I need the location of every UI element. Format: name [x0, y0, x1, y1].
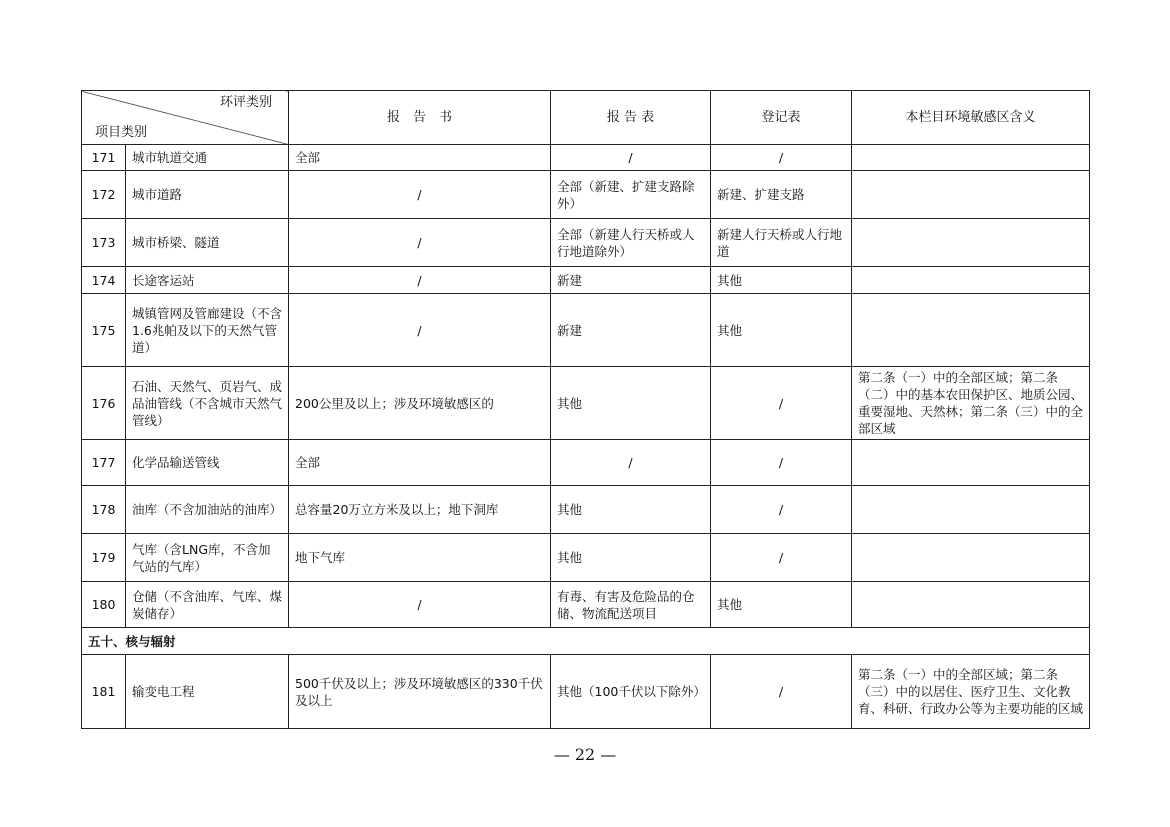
sensitive-area-value: [852, 267, 1090, 294]
header-project-category: 项目类别: [95, 125, 148, 140]
report-book-value: /: [289, 294, 551, 367]
project-name: 城市桥梁、隧道: [126, 219, 289, 267]
report-form-value: 全部（新建、扩建支路除外）: [551, 171, 711, 219]
report-book-value: 全部: [289, 145, 551, 171]
report-form-value: /: [551, 145, 711, 171]
row-number: 178: [82, 486, 126, 534]
registration-value: /: [711, 486, 852, 534]
registration-value: 其他: [711, 267, 852, 294]
sensitive-area-value: [852, 582, 1090, 628]
header-row: [82, 91, 1090, 145]
row-number: 175: [82, 294, 126, 367]
project-name: 石油、天然气、页岩气、成品油管线（不含城市天然气管线）: [126, 367, 289, 440]
sensitive-area-value: [852, 145, 1090, 171]
project-name: 化学品输送管线: [126, 440, 289, 486]
sensitive-area-value: [852, 534, 1090, 582]
sensitive-area-value: [852, 171, 1090, 219]
table-row-175: [82, 294, 1090, 367]
table-row-176: [82, 367, 1090, 440]
table-row-172: [82, 171, 1090, 219]
section-heading: 五十、核与辐射: [82, 628, 1090, 655]
table-row-171: [82, 145, 1090, 171]
report-book-value: /: [289, 267, 551, 294]
report-book-value: 总容量20万立方米及以上；地下洞库: [289, 486, 551, 534]
project-name: 油库（不含加油站的油库）: [126, 486, 289, 534]
sensitive-area-value: [852, 294, 1090, 367]
section-row: [82, 628, 1090, 655]
table-row-179: [82, 534, 1090, 582]
header-registration: 登记表: [711, 91, 852, 145]
sensitive-area-value: 第二条（一）中的全部区域；第二条（二）中的基本农田保护区、地质公园、重要湿地、天然林；第二条（三）中的全部区域: [852, 367, 1090, 440]
table-row-174: [82, 267, 1090, 294]
registration-value: /: [711, 145, 852, 171]
page-number: — 22 —: [553, 745, 617, 764]
registration-value: 其他: [711, 582, 852, 628]
report-form-value: 全部（新建人行天桥或人行地道除外）: [551, 219, 711, 267]
report-form-value: 其他: [551, 534, 711, 582]
report-form-value: 其他（100千伏以下除外）: [551, 655, 711, 729]
header-env-category: 环评类别: [219, 95, 272, 110]
row-number: 171: [82, 145, 126, 171]
project-name: 城市轨道交通: [126, 145, 289, 171]
project-name: 城镇管网及管廊建设（不含1.6兆帕及以下的天然气管道）: [126, 294, 289, 367]
header-sensitive-area: 本栏目环境敏感区含义: [852, 91, 1090, 145]
report-book-value: /: [289, 582, 551, 628]
classification-table: [81, 90, 1090, 729]
registration-value: 新建人行天桥或人行地道: [711, 219, 852, 267]
table-row-177: [82, 440, 1090, 486]
report-book-value: /: [289, 171, 551, 219]
row-number: 172: [82, 171, 126, 219]
header-report-book: 报 告 书: [289, 91, 551, 145]
sensitive-area-value: [852, 440, 1090, 486]
row-number: 177: [82, 440, 126, 486]
report-form-value: /: [551, 440, 711, 486]
registration-value: 其他: [711, 294, 852, 367]
sensitive-area-value: [852, 219, 1090, 267]
project-name: 城市道路: [126, 171, 289, 219]
report-book-value: /: [289, 219, 551, 267]
project-name: 长途客运站: [126, 267, 289, 294]
header-report-form: 报 告 表: [551, 91, 711, 145]
registration-value: /: [711, 440, 852, 486]
row-number: 180: [82, 582, 126, 628]
report-form-value: 新建: [551, 267, 711, 294]
report-book-value: 地下气库: [289, 534, 551, 582]
table-row-178: [82, 486, 1090, 534]
table-row-181: [82, 655, 1090, 729]
project-name: 输变电工程: [126, 655, 289, 729]
project-name: 仓储（不含油库、气库、煤炭储存）: [126, 582, 289, 628]
registration-value: /: [711, 655, 852, 729]
header-corner-cell: [82, 91, 289, 145]
table-row-173: [82, 219, 1090, 267]
registration-value: 新建、扩建支路: [711, 171, 852, 219]
report-form-value: 新建: [551, 294, 711, 367]
report-book-value: 500千伏及以上；涉及环境敏感区的330千伏及以上: [289, 655, 551, 729]
row-number: 181: [82, 655, 126, 729]
report-book-value: 全部: [289, 440, 551, 486]
table-row-180: [82, 582, 1090, 628]
row-number: 173: [82, 219, 126, 267]
report-form-value: 其他: [551, 486, 711, 534]
project-name: 气库（含LNG库，不含加气站的气库）: [126, 534, 289, 582]
report-form-value: 有毒、有害及危险品的仓储、物流配送项目: [551, 582, 711, 628]
sensitive-area-value: 第二条（一）中的全部区域；第二条（三）中的以居住、医疗卫生、文化教育、科研、行政办公等为主要功能的区域: [852, 655, 1090, 729]
row-number: 179: [82, 534, 126, 582]
report-form-value: 其他: [551, 367, 711, 440]
registration-value: /: [711, 367, 852, 440]
registration-value: /: [711, 534, 852, 582]
row-number: 174: [82, 267, 126, 294]
sensitive-area-value: [852, 486, 1090, 534]
row-number: 176: [82, 367, 126, 440]
report-book-value: 200公里及以上；涉及环境敏感区的: [289, 367, 551, 440]
